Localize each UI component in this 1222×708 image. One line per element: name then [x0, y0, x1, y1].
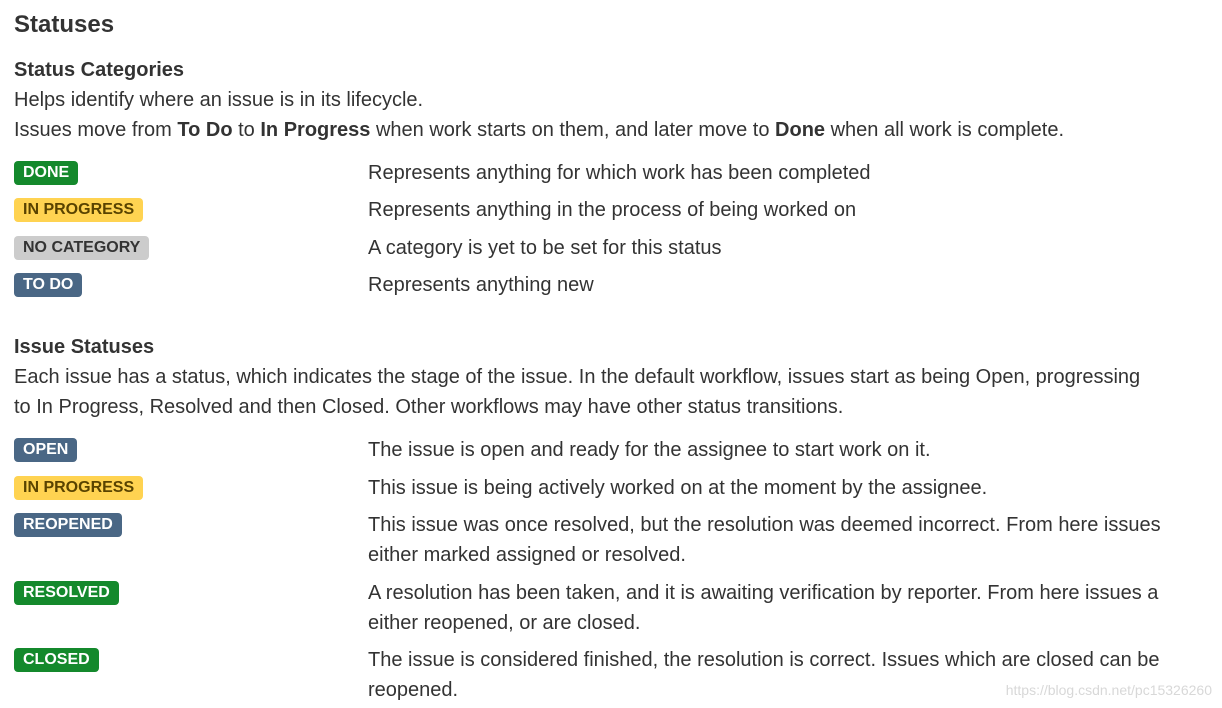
- status-description: The issue is open and ready for the assignee to start work on it.: [368, 439, 931, 461]
- status-lozenge-no-category: NO CATEGORY: [14, 236, 149, 260]
- status-lozenge-closed: CLOSED: [14, 648, 99, 672]
- category-description: A category is yet to be set for this status: [368, 237, 722, 259]
- status-categories-heading: Status Categories: [14, 59, 185, 81]
- issue-statuses-intro-line1: Each issue has a status, which indicates the stage of the issue. In the default workflow, issues start as being Open, progressing: [14, 366, 1141, 388]
- status-description: The issue is considered finished, the resolution is correct. Issues which are closed can be reopened.: [368, 649, 1160, 701]
- status-lozenge-in-progress: IN PROGRESS: [14, 198, 143, 222]
- done-emphasis: Done: [775, 119, 826, 141]
- status-lozenge-open: OPEN: [14, 438, 77, 462]
- status-lozenge-in-progress: IN PROGRESS: [14, 476, 143, 500]
- issue-statuses-heading: Issue Statuses: [14, 336, 155, 358]
- statuses-page: [14, 0, 1198, 708]
- category-description: Represents anything for which work has been completed: [368, 162, 871, 184]
- issue-statuses-intro-line2: to In Progress, Resolved and then Closed. Other workflows may have other status transitions.: [14, 396, 844, 418]
- watermark: https://blog.csdn.net/pc15326260: [1005, 682, 1212, 698]
- status-categories-intro-line1: Helps identify where an issue is in its lifecycle.: [14, 89, 424, 111]
- status-lozenge-reopened: REOPENED: [14, 513, 122, 537]
- status-description: A resolution has been taken, and it is awaiting verification by reporter. From here issues a either reopened, or are closed.: [368, 582, 1159, 634]
- status-lozenge-resolved: RESOLVED: [14, 581, 119, 605]
- page-title: Statuses: [14, 11, 115, 38]
- status-description: This issue is being actively worked on at the moment by the assignee.: [368, 477, 988, 499]
- todo-emphasis: To Do: [177, 119, 233, 141]
- status-description: This issue was once resolved, but the resolution was deemed incorrect. From here issues either marked assigned or resolved.: [368, 514, 1161, 566]
- status-lozenge-to-do: TO DO: [14, 273, 82, 297]
- category-description: Represents anything in the process of being worked on: [368, 199, 857, 221]
- status-categories-intro-line2: Issues move from To Do to In Progress when work starts on them, and later move to Done when all work is complete.: [14, 119, 1065, 141]
- in-progress-emphasis: In Progress: [260, 119, 371, 141]
- category-description: Represents anything new: [368, 274, 594, 296]
- status-lozenge-done: DONE: [14, 161, 78, 185]
